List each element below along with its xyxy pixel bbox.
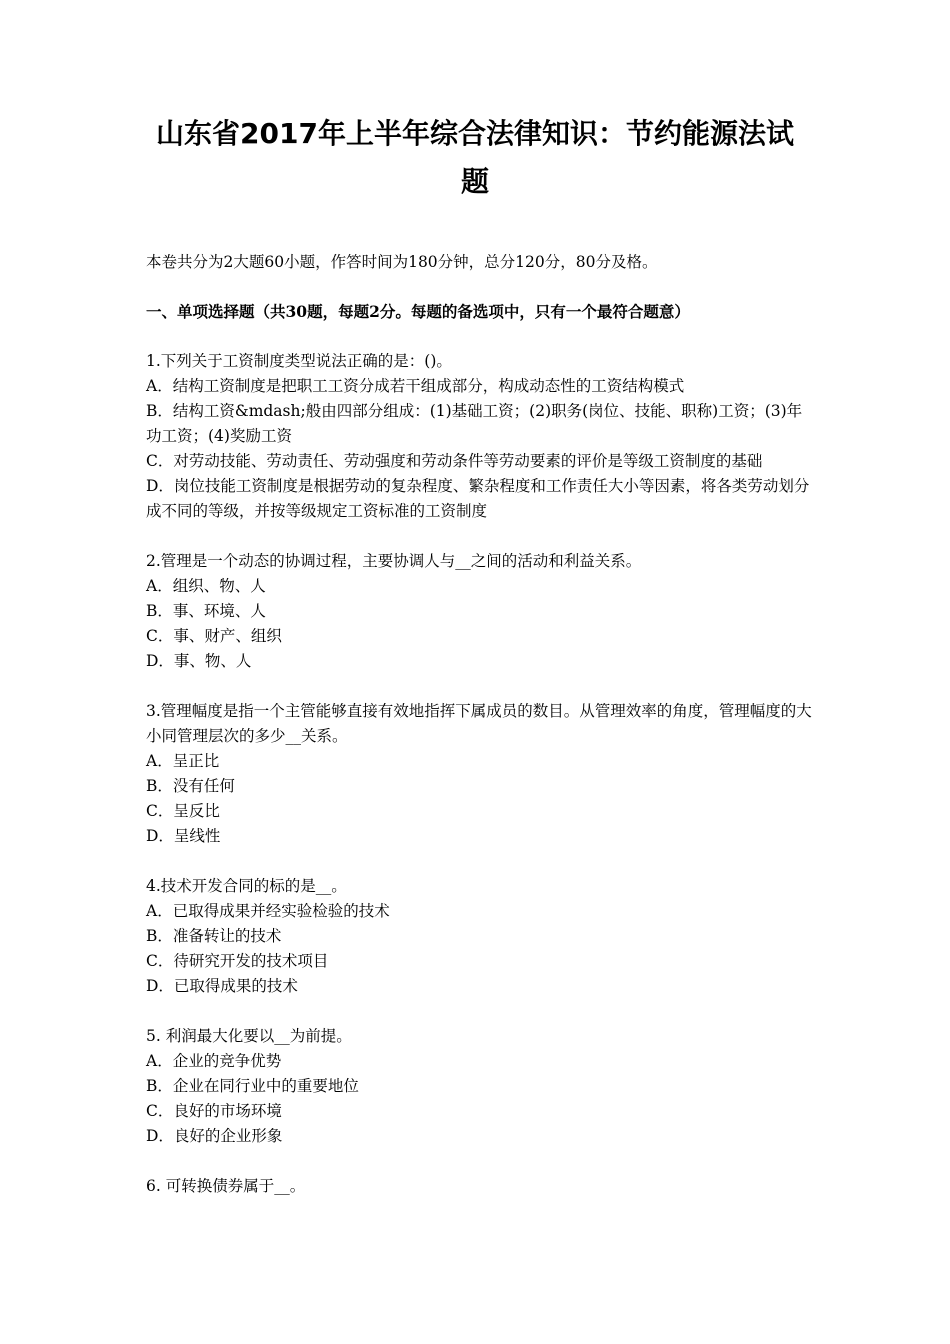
question-stem: 3.管理幅度是指一个主管能够直接有效地指挥下属成员的数目。从管理效率的角度，管理幅度的大小同管理层次的多少__关系。 bbox=[146, 702, 812, 745]
section-heading: 一、单项选择题（共30题，每题2分。每题的备选项中，只有一个最符合题意） bbox=[146, 302, 690, 321]
question-stem: 1.下列关于工资制度类型说法正确的是：()。 bbox=[146, 352, 452, 370]
question-3 bbox=[146, 699, 816, 849]
option-d: D．良好的企业形象 bbox=[146, 1127, 283, 1145]
option-d: D．已取得成果的技术 bbox=[146, 977, 298, 995]
option-b: B．企业在同行业中的重要地位 bbox=[146, 1077, 359, 1095]
option-d: D．呈线性 bbox=[146, 827, 221, 845]
option-a: A．结构工资制度是把职工工资分成若干组成部分，构成动态性的工资结构模式 bbox=[146, 377, 685, 395]
document-title bbox=[140, 110, 810, 206]
option-b: B．结构工资&mdash;般由四部分组成：(1)基础工资；(2)职务(岗位、技能、职称)工资；(3)年功工资；(4)奖励工资 bbox=[146, 402, 803, 445]
option-c: C．待研究开发的技术项目 bbox=[146, 952, 329, 970]
exam-intro: 本卷共分为2大题60小题，作答时间为180分钟，总分120分，80分及格。 bbox=[146, 253, 658, 271]
question-stem: 4.技术开发合同的标的是__。 bbox=[146, 877, 347, 895]
question-2 bbox=[146, 549, 816, 674]
question-1 bbox=[146, 349, 816, 524]
option-a: A．企业的竞争优势 bbox=[146, 1052, 282, 1070]
question-list bbox=[146, 349, 816, 1224]
option-c: C．良好的市场环境 bbox=[146, 1102, 282, 1120]
title-line-1: 山东省2017年上半年综合法律知识：节约能源法试 bbox=[156, 117, 794, 150]
question-6 bbox=[146, 1174, 816, 1199]
option-d: D．岗位技能工资制度是根据劳动的复杂程度、繁杂程度和工作责任大小等因素，将各类劳动划分成不同的等级，并按等级规定工资标准的工资制度 bbox=[146, 477, 810, 520]
question-5 bbox=[146, 1024, 816, 1149]
option-d: D．事、物、人 bbox=[146, 652, 252, 670]
option-c: C．事、财产、组织 bbox=[146, 627, 282, 645]
option-b: B．准备转让的技术 bbox=[146, 927, 282, 945]
option-a: A．呈正比 bbox=[146, 752, 220, 770]
option-a: A．已取得成果并经实验检验的技术 bbox=[146, 902, 390, 920]
title-line-2: 题 bbox=[460, 165, 489, 198]
question-stem: 2.管理是一个动态的协调过程，主要协调人与__之间的活动和利益关系。 bbox=[146, 552, 642, 570]
option-b: B．没有任何 bbox=[146, 777, 235, 795]
question-4 bbox=[146, 874, 816, 999]
option-a: A．组织、物、人 bbox=[146, 577, 266, 595]
question-stem: 5. 利润最大化要以__为前提。 bbox=[146, 1027, 352, 1045]
option-c: C．呈反比 bbox=[146, 802, 220, 820]
question-stem: 6. 可转换债券属于__。 bbox=[146, 1177, 306, 1195]
option-c: C．对劳动技能、劳动责任、劳动强度和劳动条件等劳动要素的评价是等级工资制度的基础 bbox=[146, 452, 763, 470]
option-b: B．事、环境、人 bbox=[146, 602, 266, 620]
